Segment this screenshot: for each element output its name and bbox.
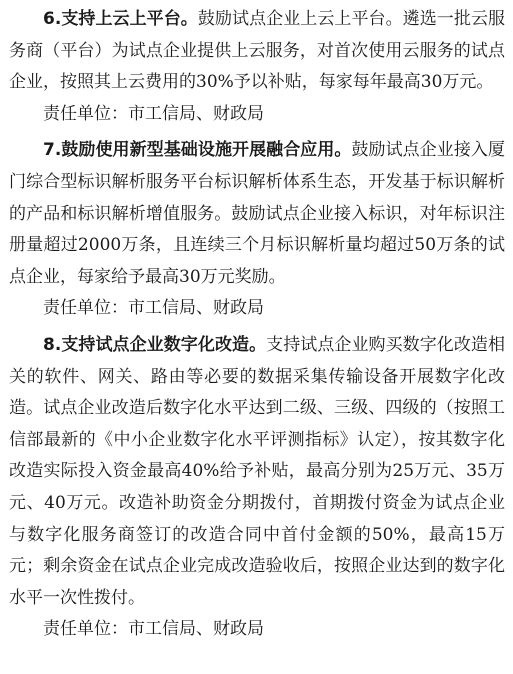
section-6-heading: 6.支持上云上平台。 xyxy=(43,9,198,29)
section-7-heading: 7.鼓励使用新型基础设施开展融合应用。 xyxy=(43,140,352,161)
section-7-responsible: 责任单位：市工信局、财政局 xyxy=(43,298,264,319)
section-8-body: 支持试点企业购买数字化改造相关的软件、网关、路由等必要的数据采集传输设备开展数字化改造。试点企业改造后数字化水平达到二级、三级、四级的（按照工信部最新的《中小企业数字化水平评测指标》认定），按其数字化改造实际投入资金最高40%给予补贴，最高分别为25万元、35万元、40万元。改造补助资金分期拨付，首期拨付资金为试点企业与数字化服务商签订的改造合同中首付金额的50%，最高15万元；剩余资金在试点企业完成改造验收后，按照企业达到的数字化水平一次性拨付。 xyxy=(9,334,505,608)
section-6-paragraph xyxy=(9,4,505,99)
section-6-responsible: 责任单位：市工信局、财政局 xyxy=(43,103,264,124)
section-8-paragraph xyxy=(9,330,505,614)
section-7-body: 鼓励试点企业接入厦门综合型标识解析服务平台标识解析体系生态，开发基于标识解析的产品和标识解析增值服务。鼓励试点企业接入标识，对年标识注册量超过2000万条，且连续三个月标识解析量均超过50万条的试点企业，每家给予最高30万元奖励。 xyxy=(9,140,505,287)
section-8-responsible: 责任单位：市工信局、财政局 xyxy=(43,619,264,640)
section-6-body: 鼓励试点企业上云上平台。遴选一批云服务商（平台）为试点企业提供上云服务，对首次使用云服务的试点企业，按照其上云费用的30%予以补贴，每家每年最高30万元。 xyxy=(9,9,506,93)
section-7-paragraph xyxy=(9,135,505,293)
section-8-heading: 8.支持试点企业数字化改造。 xyxy=(43,334,267,355)
